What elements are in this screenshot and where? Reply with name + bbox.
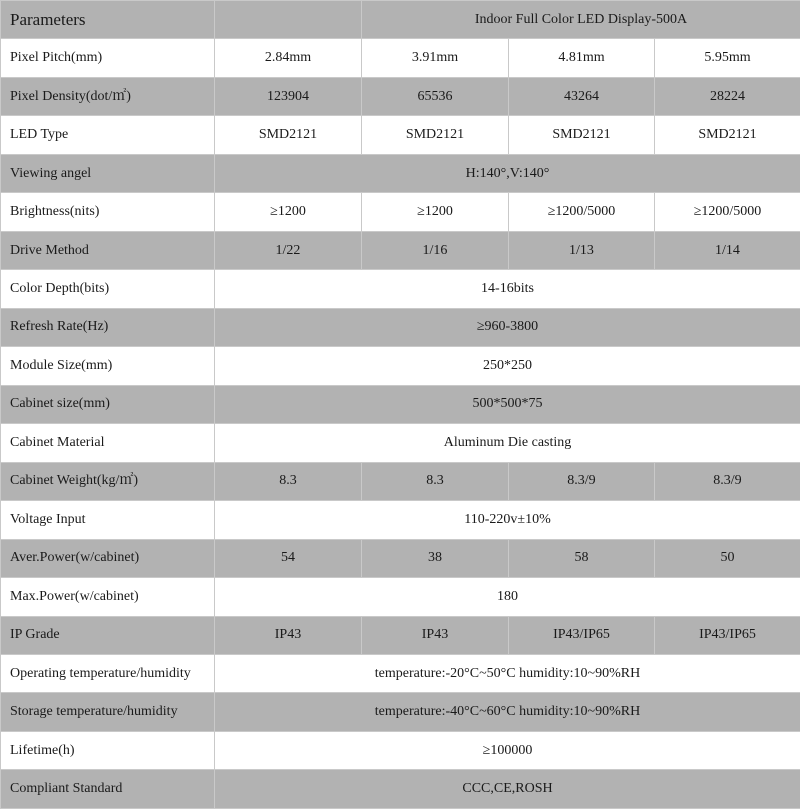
row-ip-grade bbox=[1, 616, 800, 654]
cell-value: 54 bbox=[215, 539, 362, 577]
header-row bbox=[1, 1, 800, 39]
cell-value: 1/14 bbox=[655, 231, 800, 269]
row-drive-method bbox=[1, 231, 800, 269]
row-label: Color Depth(bits) bbox=[1, 270, 215, 308]
row-label: Module Size(mm) bbox=[1, 347, 215, 385]
row-color-depth bbox=[1, 270, 800, 308]
cell-value: 58 bbox=[509, 539, 655, 577]
cell-value: 43264 bbox=[509, 77, 655, 115]
cell-value: SMD2121 bbox=[655, 116, 800, 154]
cell-value: ≥1200 bbox=[215, 193, 362, 231]
cell-value: SMD2121 bbox=[509, 116, 655, 154]
cell-value: 14-16bits bbox=[215, 270, 800, 308]
row-cabinet-size bbox=[1, 385, 800, 423]
row-pixel-density bbox=[1, 77, 800, 115]
cell-value: ≥1200/5000 bbox=[509, 193, 655, 231]
row-storage-temperature bbox=[1, 693, 800, 731]
cell-value: 8.3 bbox=[215, 462, 362, 500]
row-pixel-pitch bbox=[1, 39, 800, 77]
row-label: Refresh Rate(Hz) bbox=[1, 308, 215, 346]
cell-value: 1/22 bbox=[215, 231, 362, 269]
cell-value: CCC,CE,ROSH bbox=[215, 770, 800, 809]
row-label: IP Grade bbox=[1, 616, 215, 654]
cell-value: ≥100000 bbox=[215, 731, 800, 769]
row-label: Operating temperature/humidity bbox=[1, 654, 215, 692]
cell-value: 123904 bbox=[215, 77, 362, 115]
cell-value: 500*500*75 bbox=[215, 385, 800, 423]
row-label: Viewing angel bbox=[1, 154, 215, 192]
cell-value: 1/16 bbox=[362, 231, 509, 269]
cell-value: 4.81mm bbox=[509, 39, 655, 77]
cell-value: IP43/IP65 bbox=[509, 616, 655, 654]
row-voltage-input bbox=[1, 501, 800, 539]
cell-value: 2.84mm bbox=[215, 39, 362, 77]
row-label: Cabinet size(mm) bbox=[1, 385, 215, 423]
cell-value: 5.95mm bbox=[655, 39, 800, 77]
row-label: Pixel Pitch(mm) bbox=[1, 39, 215, 77]
cell-value: 8.3 bbox=[362, 462, 509, 500]
cell-value: 28224 bbox=[655, 77, 800, 115]
row-brightness bbox=[1, 193, 800, 231]
row-label: Storage temperature/humidity bbox=[1, 693, 215, 731]
cell-value: IP43 bbox=[215, 616, 362, 654]
cell-value: temperature:-20°C~50°C humidity:10~90%RH bbox=[215, 654, 800, 692]
cell-value: 50 bbox=[655, 539, 800, 577]
cell-value: SMD2121 bbox=[215, 116, 362, 154]
cell-value: 250*250 bbox=[215, 347, 800, 385]
row-led-type bbox=[1, 116, 800, 154]
cell-value: IP43/IP65 bbox=[655, 616, 800, 654]
cell-value: 8.3/9 bbox=[509, 462, 655, 500]
row-label: Aver.Power(w/cabinet) bbox=[1, 539, 215, 577]
cell-value: 3.91mm bbox=[362, 39, 509, 77]
row-cabinet-weight bbox=[1, 462, 800, 500]
cell-value: IP43 bbox=[362, 616, 509, 654]
cell-value: ≥1200/5000 bbox=[655, 193, 800, 231]
row-lifetime bbox=[1, 731, 800, 769]
row-label: Drive Method bbox=[1, 231, 215, 269]
row-cabinet-material bbox=[1, 424, 800, 462]
row-label: LED Type bbox=[1, 116, 215, 154]
cell-value: temperature:-40°C~60°C humidity:10~90%RH bbox=[215, 693, 800, 731]
cell-value: 1/13 bbox=[509, 231, 655, 269]
row-label: Pixel Density(dot/㎡) bbox=[1, 77, 215, 115]
row-operating-temperature bbox=[1, 654, 800, 692]
row-label: Lifetime(h) bbox=[1, 731, 215, 769]
cell-value: 65536 bbox=[362, 77, 509, 115]
parameters-header: Parameters bbox=[1, 1, 215, 39]
row-label: Cabinet Weight(kg/㎡) bbox=[1, 462, 215, 500]
row-average-power bbox=[1, 539, 800, 577]
row-label: Max.Power(w/cabinet) bbox=[1, 578, 215, 616]
row-viewing-angle bbox=[1, 154, 800, 192]
cell-value: 110-220v±10% bbox=[215, 501, 800, 539]
cell-value: 8.3/9 bbox=[655, 462, 800, 500]
row-refresh-rate bbox=[1, 308, 800, 346]
row-compliant-standard bbox=[1, 770, 800, 809]
cell-value: 180 bbox=[215, 578, 800, 616]
row-module-size bbox=[1, 347, 800, 385]
row-label: Voltage Input bbox=[1, 501, 215, 539]
row-label: Cabinet Material bbox=[1, 424, 215, 462]
row-max-power bbox=[1, 578, 800, 616]
cell-value: H:140°,V:140° bbox=[215, 154, 800, 192]
cell-value: SMD2121 bbox=[362, 116, 509, 154]
cell-value: ≥960-3800 bbox=[215, 308, 800, 346]
product-name-header: Indoor Full Color LED Display-500A bbox=[362, 1, 800, 39]
row-label: Compliant Standard bbox=[1, 770, 215, 809]
cell-value: ≥1200 bbox=[362, 193, 509, 231]
header-empty-cell bbox=[215, 1, 362, 39]
row-label: Brightness(nits) bbox=[1, 193, 215, 231]
cell-value: Aluminum Die casting bbox=[215, 424, 800, 462]
cell-value: 38 bbox=[362, 539, 509, 577]
